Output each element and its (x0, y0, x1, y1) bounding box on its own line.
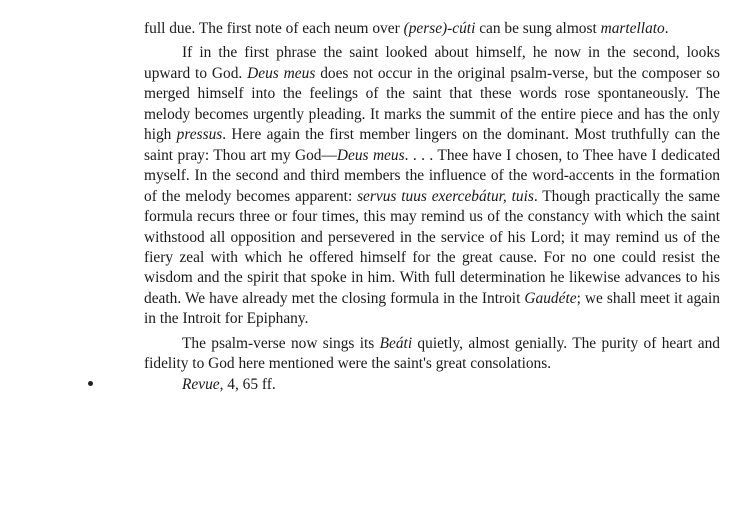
text-run: quietly, almost genially. The purity of heart and fidelity to God here mentioned were the saint's great consolations. (144, 334, 720, 373)
text-run: can be sung almost (475, 20, 601, 37)
citation-title: Revue (182, 375, 220, 393)
paragraph-second-phrase (144, 43, 720, 329)
italic-term: pressus (176, 126, 223, 144)
citation-detail: , 4, 65 ff. (219, 375, 276, 393)
paragraph-continuation (144, 19, 720, 39)
italic-term: (perse)-cúti (403, 20, 476, 37)
italic-term: Deus meus (247, 64, 316, 82)
text-run: does not occur in the original psalm-verse, but the composer so merged himself into the feelings of the saint that these words rose spontaneously. The melody becomes urgently pleading. It marks the summit of the entire piece and has the only high (144, 64, 720, 144)
italic-term: Deus meus (336, 146, 405, 164)
text-run: If in the first phrase the saint looked about himself, he now in the second, looks upward to God. (144, 44, 720, 82)
margin-dot-mark (88, 381, 93, 386)
italic-term: Gaudéte (524, 289, 577, 307)
italic-term: Beáti (379, 334, 413, 352)
italic-term: martellato (600, 20, 665, 37)
text-run: . Here again the first member lingers on the dominant. Most truthfully can the saint pray: Thou art my God— (144, 126, 721, 164)
italic-term: servus tuus exercebátur, tuis (357, 187, 534, 205)
body-text (144, 19, 720, 395)
text-run: The psalm-verse now sings its (182, 334, 380, 352)
paragraph-psalm-verse (144, 334, 720, 375)
text-run: . (664, 20, 669, 37)
text-run: full due. The first note of each neum over (144, 20, 404, 37)
text-run: . Though practically the same formula recurs three or four times, this may remind us of the constancy with which the saint withstood all opposition and persevered in the service of his Lord; it may remind us of the fiery zeal with which he offered himself for the great cause. For no one could resist the wisdom and the spirit that spoke in him. With full determination he likewise advances to his death. We have already met the closing formula in the Introit (144, 187, 720, 307)
text-run: . . . . Thee have I chosen, to Thee have I dedicated myself. In the second and third members the influence of the word-accents in the formation of the melody becomes apparent: (144, 146, 721, 205)
text-run: ; we shall meet it again in the Introit for Epiphany. (144, 289, 720, 328)
citation-reference (144, 375, 720, 395)
